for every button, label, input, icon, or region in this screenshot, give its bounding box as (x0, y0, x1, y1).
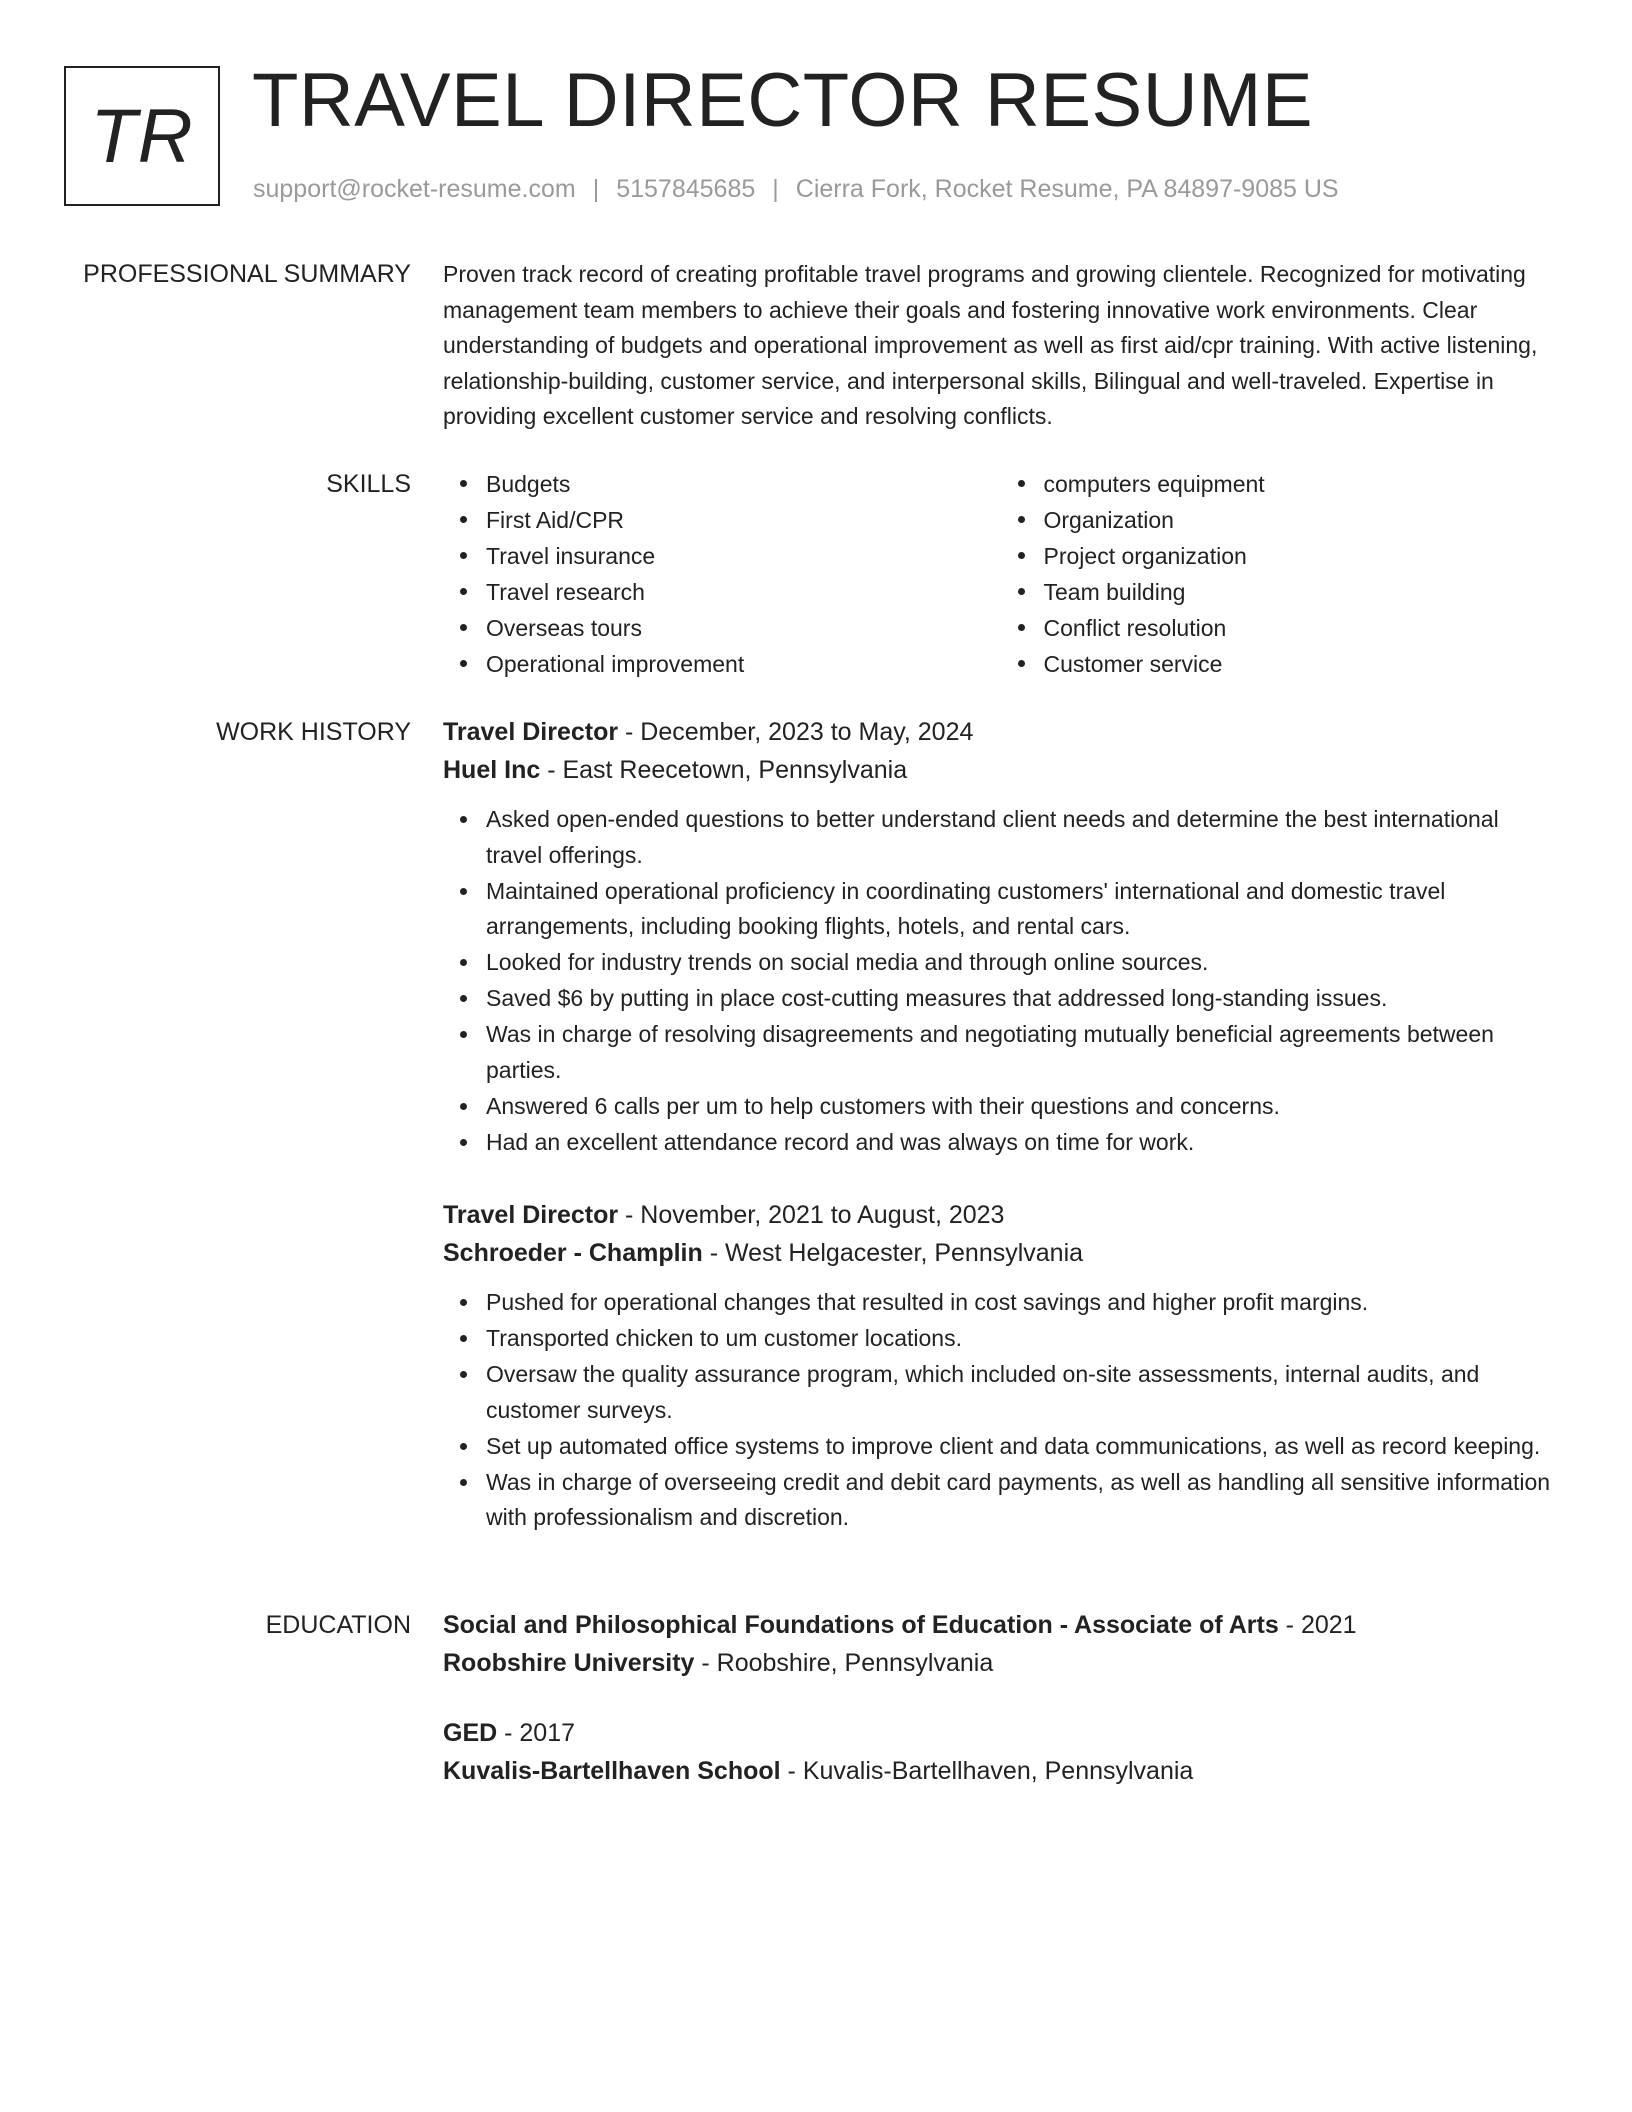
skill-item: Team building (1044, 574, 1559, 610)
job-dates: - November, 2021 to August, 2023 (618, 1201, 1005, 1229)
job-duty: Maintained operational proficiency in coordinating customers' international and domestic travel arrangements, including booking flights, hotels, and rental cars. (486, 874, 1558, 945)
resume-title: TRAVEL DIRECTOR RESUME (252, 58, 1314, 143)
job-duty: Was in charge of overseeing credit and debit card payments, as well as handling all sensitive information with professionalism and discretion. (486, 1465, 1558, 1536)
skill-item: Organization (1044, 502, 1559, 538)
skill-item: Travel insurance (486, 538, 1001, 574)
education-location: - Kuvalis-Bartellhaven, Pennsylvania (780, 1757, 1194, 1785)
education-year: - 2017 (497, 1719, 576, 1747)
contact-phone: 5157845685 (616, 175, 756, 203)
job-title-line (443, 1196, 1558, 1234)
job-duties-list (443, 802, 1558, 1160)
job-duty: Had an excellent attendance record and was always on time for work. (486, 1125, 1558, 1161)
work-history-heading: WORK HISTORY (216, 718, 411, 746)
job-duty: Asked open-ended questions to better understand client needs and determine the best international travel offerings. (486, 802, 1558, 873)
monogram-initials: TR (90, 93, 194, 179)
job-duties-list (443, 1285, 1558, 1536)
skill-item: Customer service (1044, 646, 1559, 682)
contact-email: support@rocket-resume.com (253, 175, 576, 203)
skill-item: Conflict resolution (1044, 610, 1559, 646)
education-degree: GED (443, 1719, 498, 1747)
job-entry (443, 713, 1558, 1160)
education-school: Kuvalis-Bartellhaven School (443, 1757, 781, 1785)
education-entry (443, 1606, 1558, 1682)
job-entry (443, 1196, 1558, 1536)
summary-text: Proven track record of creating profitable travel programs and growing clientele. Recognized for motivating management team members to achieve their goals and fostering innovative work environments. Clear understanding of budgets and operational improvement as well as first aid/cpr training. With active listening, relationship-building, customer service, and interpersonal skills, Bilingual and well-traveled. Expertise in providing excellent customer service and resolving conflicts. (443, 261, 1538, 429)
skill-item: Operational improvement (486, 646, 1001, 682)
job-dates: - December, 2023 to May, 2024 (618, 718, 974, 746)
job-company: Schroeder - Champlin (443, 1239, 703, 1267)
skill-item: computers equipment (1044, 466, 1559, 502)
skills-columns (443, 466, 1558, 682)
education-school-line (443, 1752, 1558, 1790)
education-heading: EDUCATION (265, 1611, 411, 1639)
job-company-line (443, 1234, 1558, 1272)
education-year: - 2021 (1278, 1611, 1357, 1639)
job-title-line (443, 713, 1558, 751)
education-location: - Roobshire, Pennsylvania (694, 1649, 994, 1677)
education-entry (443, 1714, 1558, 1790)
job-duty: Answered 6 calls per um to help customers with their questions and concerns. (486, 1089, 1558, 1125)
skill-item: Overseas tours (486, 610, 1001, 646)
skills-list-right (1001, 466, 1559, 682)
job-location: - West Helgacester, Pennsylvania (702, 1239, 1084, 1267)
job-company-line (443, 751, 1558, 789)
skill-item: Budgets (486, 466, 1001, 502)
contact-separator: | (592, 175, 600, 203)
job-duty: Set up automated office systems to improve client and data communications, as well as record keeping. (486, 1429, 1558, 1465)
skill-item: Travel research (486, 574, 1001, 610)
job-duty: Oversaw the quality assurance program, which included on-site assessments, internal audits, and customer surveys. (486, 1357, 1558, 1428)
job-company: Huel Inc (443, 756, 541, 784)
job-duty: Pushed for operational changes that resulted in cost savings and higher profit margins. (486, 1285, 1558, 1321)
job-location: - East Reecetown, Pennsylvania (540, 756, 908, 784)
skills-heading: SKILLS (326, 470, 411, 498)
education-degree-line (443, 1606, 1558, 1644)
job-title: Travel Director (443, 1201, 619, 1229)
education-degree-line (443, 1714, 1558, 1752)
skill-item: First Aid/CPR (486, 502, 1001, 538)
contact-line (253, 172, 1339, 206)
education-school-line (443, 1644, 1558, 1682)
job-duty: Was in charge of resolving disagreements and negotiating mutually beneficial agreements between parties. (486, 1017, 1558, 1088)
contact-address: Cierra Fork, Rocket Resume, PA 84897-9085 US (795, 175, 1339, 203)
education-degree: Social and Philosophical Foundations of Education - Associate of Arts (443, 1611, 1279, 1639)
job-title: Travel Director (443, 718, 619, 746)
skill-item: Project organization (1044, 538, 1559, 574)
education-school: Roobshire University (443, 1649, 695, 1677)
summary-heading: PROFESSIONAL SUMMARY (83, 260, 411, 288)
contact-separator: | (772, 175, 779, 203)
job-duty: Transported chicken to um customer locations. (486, 1321, 1558, 1357)
monogram-box (64, 66, 220, 206)
job-duty: Looked for industry trends on social media and through online sources. (486, 945, 1558, 981)
job-duty: Saved $6 by putting in place cost-cutting measures that addressed long-standing issues. (486, 981, 1558, 1017)
skills-list-left (443, 466, 1001, 682)
